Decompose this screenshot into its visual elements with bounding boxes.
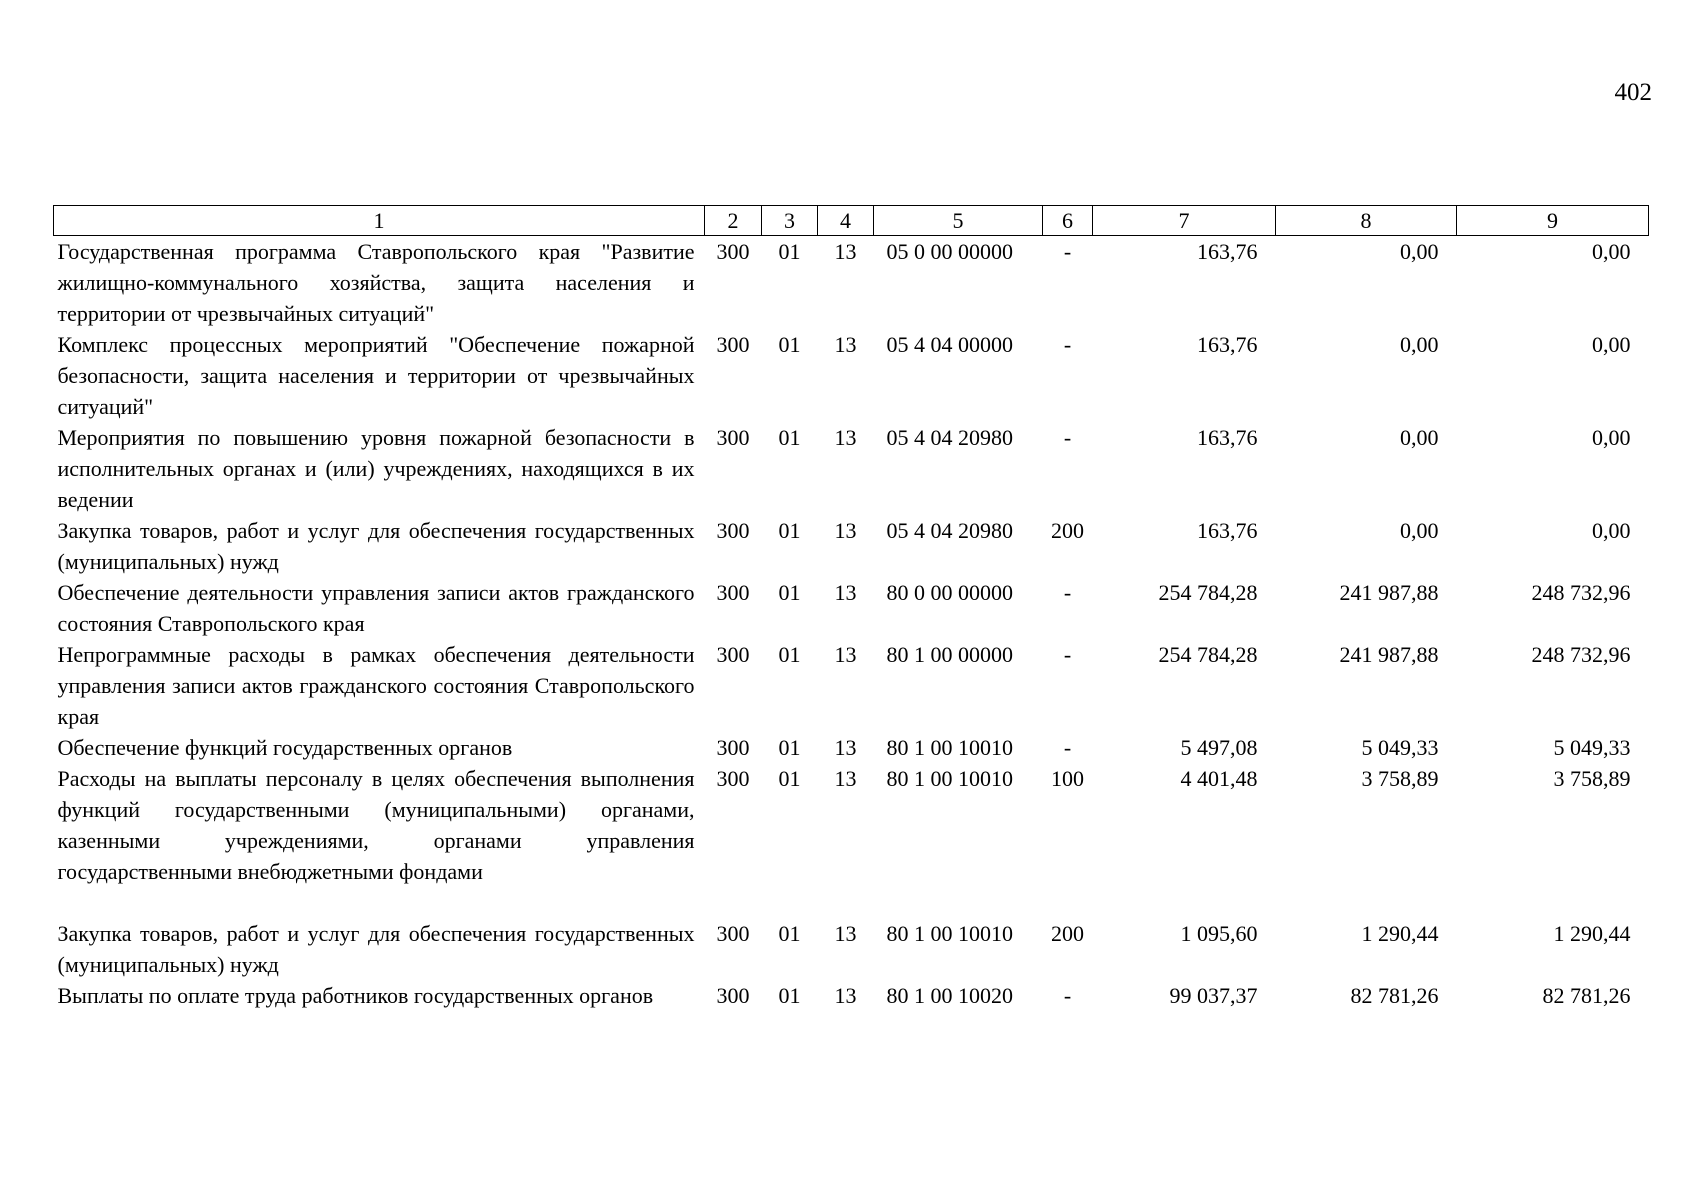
row-target-article: 05 4 04 00000 <box>886 332 1013 357</box>
row-subsection-code: 13 <box>834 766 857 791</box>
header-col-6: 6 <box>1043 206 1093 236</box>
row-expense-type: - <box>1063 239 1072 264</box>
row-amount-col7: 163,76 <box>1197 518 1258 543</box>
table-row <box>54 236 1649 330</box>
row-amount-col7: 163,76 <box>1197 239 1258 264</box>
row-ministry-code: 300 <box>716 332 750 357</box>
row-amount-col8: 82 781,26 <box>1350 983 1439 1008</box>
budget-table <box>53 205 1649 1011</box>
row-ministry-code: 300 <box>716 983 750 1008</box>
row-amount-col8: 0,00 <box>1400 425 1439 450</box>
row-name: Закупка товаров, работ и услуг для обеспечения государственных (муниципальных) нужд <box>57 518 695 574</box>
row-section-code: 01 <box>778 766 801 791</box>
row-section-code: 01 <box>778 983 801 1008</box>
table-row <box>54 918 1649 980</box>
row-name: Выплаты по оплате труда работников государственных органов <box>57 983 654 1008</box>
row-subsection-code: 13 <box>834 921 857 946</box>
row-amount-col9: 3 758,89 <box>1553 766 1631 791</box>
row-section-code: 01 <box>778 580 801 605</box>
row-target-article: 05 4 04 20980 <box>886 425 1013 450</box>
table-row <box>54 329 1649 422</box>
row-name: Мероприятия по повышению уровня пожарной безопасности в исполнительных органах и (или) учреждениях, находящихся в их ведении <box>57 425 695 512</box>
row-expense-type: - <box>1063 332 1072 357</box>
header-col-2: 2 <box>705 206 762 236</box>
row-subsection-code: 13 <box>834 425 857 450</box>
row-amount-col7: 163,76 <box>1197 332 1258 357</box>
row-subsection-code: 13 <box>834 239 857 264</box>
header-col-9: 9 <box>1457 206 1649 236</box>
row-amount-col7: 1 095,60 <box>1180 921 1258 946</box>
row-amount-col7: 99 037,37 <box>1169 983 1258 1008</box>
row-ministry-code: 300 <box>716 735 750 760</box>
row-amount-col9: 248 732,96 <box>1531 580 1631 605</box>
row-expense-type: - <box>1063 425 1072 450</box>
row-subsection-code: 13 <box>834 642 857 667</box>
header-col-5: 5 <box>874 206 1043 236</box>
row-subsection-code: 13 <box>834 983 857 1008</box>
row-name: Обеспечение деятельности управления записи актов гражданского состояния Ставропольского края <box>57 580 695 636</box>
row-amount-col9: 0,00 <box>1592 518 1631 543</box>
row-name: Непрограммные расходы в рамках обеспечения деятельности управления записи актов гражданского состояния Ставропольского края <box>57 642 695 729</box>
row-amount-col7: 254 784,28 <box>1158 642 1258 667</box>
table-row <box>54 732 1649 763</box>
row-name: Обеспечение функций государственных органов <box>57 735 513 760</box>
row-subsection-code: 13 <box>834 518 857 543</box>
row-section-code: 01 <box>778 518 801 543</box>
row-amount-col7: 4 401,48 <box>1180 766 1258 791</box>
table-header <box>54 206 1649 236</box>
row-ministry-code: 300 <box>716 766 750 791</box>
row-subsection-code: 13 <box>834 332 857 357</box>
header-row <box>54 206 1649 236</box>
row-amount-col8: 0,00 <box>1400 518 1439 543</box>
spacer-row <box>54 887 1649 918</box>
table-body <box>54 236 1649 1012</box>
row-target-article: 80 1 00 10010 <box>886 735 1013 760</box>
table-row <box>54 515 1649 577</box>
header-col-7: 7 <box>1093 206 1276 236</box>
row-amount-col7: 5 497,08 <box>1180 735 1258 760</box>
row-ministry-code: 300 <box>716 239 750 264</box>
row-amount-col9: 0,00 <box>1592 239 1631 264</box>
row-target-article: 80 1 00 00000 <box>886 642 1013 667</box>
row-section-code: 01 <box>778 425 801 450</box>
row-section-code: 01 <box>778 735 801 760</box>
row-subsection-code: 13 <box>834 580 857 605</box>
row-amount-col9: 0,00 <box>1592 332 1631 357</box>
row-expense-type: - <box>1063 983 1072 1008</box>
row-name: Расходы на выплаты персоналу в целях обеспечения выполнения функций государственными (муниципальными) органами, казенными учреждениями, органами управления государственными внебюджетными фондами <box>57 766 695 884</box>
row-expense-type: 100 <box>1051 766 1084 791</box>
row-expense-type: - <box>1063 735 1072 760</box>
row-amount-col9: 1 290,44 <box>1553 921 1631 946</box>
row-amount-col9: 5 049,33 <box>1553 735 1631 760</box>
row-ministry-code: 300 <box>716 518 750 543</box>
row-expense-type: 200 <box>1051 921 1084 946</box>
row-name: Комплекс процессных мероприятий "Обеспечение пожарной безопасности, защита населения и территории от чрезвычайных ситуаций" <box>57 332 695 419</box>
table-row <box>54 422 1649 515</box>
row-amount-col9: 248 732,96 <box>1531 642 1631 667</box>
row-section-code: 01 <box>778 239 801 264</box>
row-amount-col8: 3 758,89 <box>1361 766 1439 791</box>
row-ministry-code: 300 <box>716 642 750 667</box>
row-expense-type: - <box>1063 642 1072 667</box>
row-amount-col8: 5 049,33 <box>1361 735 1439 760</box>
row-section-code: 01 <box>778 921 801 946</box>
row-target-article: 05 4 04 20980 <box>886 518 1013 543</box>
row-amount-col9: 82 781,26 <box>1542 983 1631 1008</box>
row-amount-col8: 241 987,88 <box>1339 642 1439 667</box>
header-col-8: 8 <box>1276 206 1457 236</box>
row-section-code: 01 <box>778 642 801 667</box>
row-target-article: 80 0 00 00000 <box>886 580 1013 605</box>
row-name: Закупка товаров, работ и услуг для обеспечения государственных (муниципальных) нужд <box>57 921 695 977</box>
row-ministry-code: 300 <box>716 921 750 946</box>
row-ministry-code: 300 <box>716 580 750 605</box>
row-amount-col8: 0,00 <box>1400 332 1439 357</box>
table-row <box>54 980 1649 1011</box>
row-amount-col8: 241 987,88 <box>1339 580 1439 605</box>
row-section-code: 01 <box>778 332 801 357</box>
row-amount-col7: 254 784,28 <box>1158 580 1258 605</box>
row-target-article: 80 1 00 10010 <box>886 921 1013 946</box>
row-expense-type: 200 <box>1051 518 1084 543</box>
row-target-article: 80 1 00 10010 <box>886 766 1013 791</box>
header-col-4: 4 <box>818 206 874 236</box>
table-row <box>54 577 1649 639</box>
row-expense-type: - <box>1063 580 1072 605</box>
row-ministry-code: 300 <box>716 425 750 450</box>
page-number: 402 <box>1614 79 1652 106</box>
row-amount-col8: 1 290,44 <box>1361 921 1439 946</box>
row-subsection-code: 13 <box>834 735 857 760</box>
row-amount-col9: 0,00 <box>1592 425 1631 450</box>
header-col-3: 3 <box>762 206 818 236</box>
row-target-article: 05 0 00 00000 <box>886 239 1013 264</box>
header-col-1: 1 <box>54 206 705 236</box>
spacer-cell <box>54 887 1649 918</box>
row-target-article: 80 1 00 10020 <box>886 983 1013 1008</box>
row-amount-col8: 0,00 <box>1400 239 1439 264</box>
row-name: Государственная программа Ставропольского края "Развитие жилищно-коммунального хозяйства, защита населения и территории от чрезвычайных ситуаций" <box>57 239 695 326</box>
row-amount-col7: 163,76 <box>1197 425 1258 450</box>
table-row <box>54 763 1649 887</box>
table-row <box>54 639 1649 732</box>
